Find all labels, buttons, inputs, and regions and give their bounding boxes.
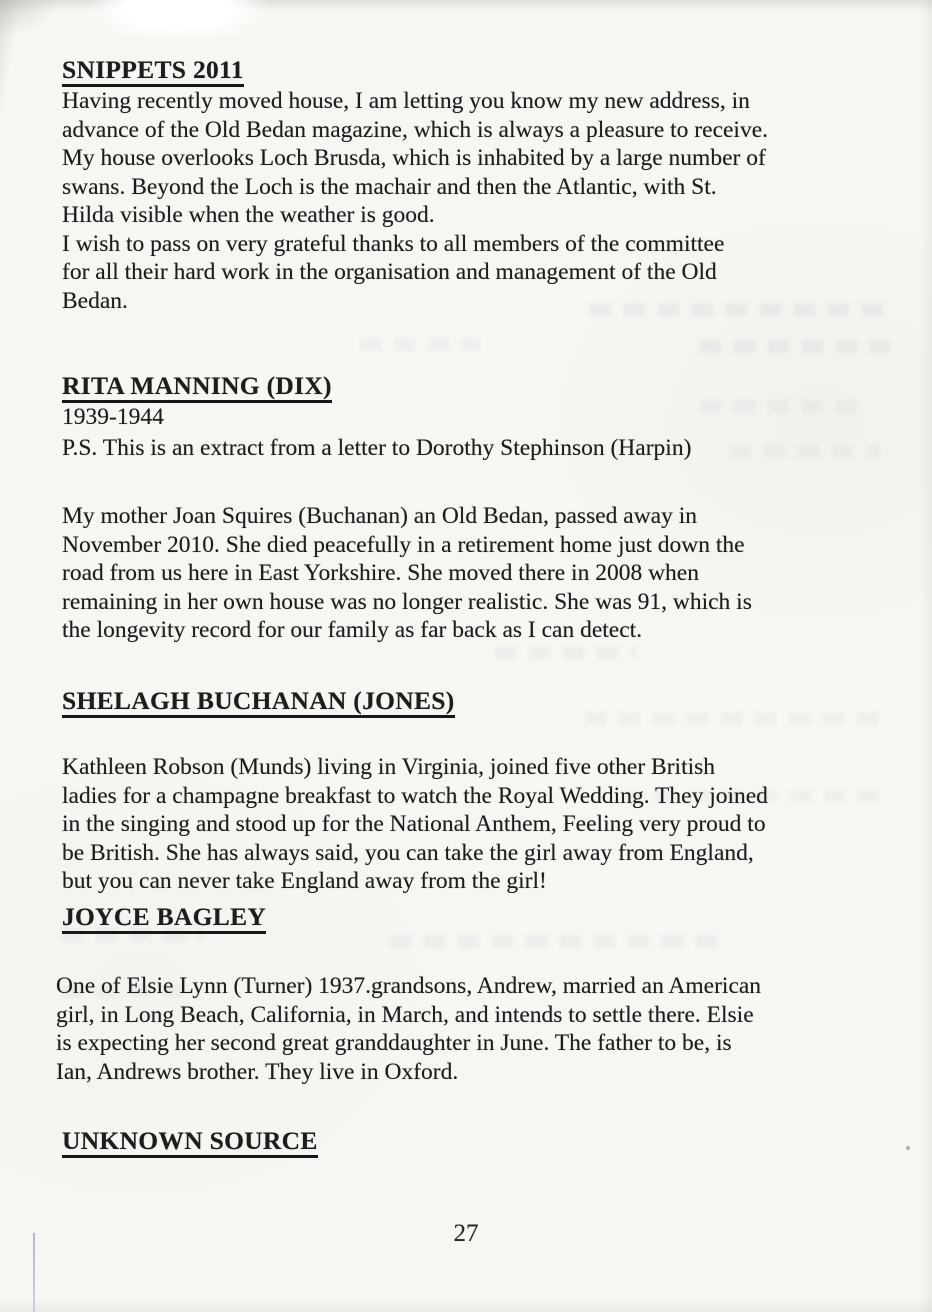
text-line: girl, in Long Beach, California, in March, and intends to settle there. Elsie [56, 1001, 754, 1028]
text-line: is expecting her second great granddaughter in June. The father to be, is [56, 1030, 732, 1056]
text-line: but you can never take England away from the girl! [62, 868, 547, 894]
section-heading-rita-manning [62, 372, 332, 403]
text-line: for all their hard work in the organisation and management of the Old [62, 259, 717, 285]
heading-text: JOYCE BAGLEY [62, 903, 266, 934]
text-line: My house overlooks Loch Brusda, which is inhabited by a large number of [62, 145, 766, 171]
text-line: P.S. This is an extract from a letter to Dorothy Stephinson (Harpin) [62, 434, 692, 461]
heading-text: SHELAGH BUCHANAN (JONES) [62, 687, 455, 718]
text-line: I wish to pass on very grateful thanks to all members of the committee [62, 230, 725, 257]
section-heading-snippets-2011 [62, 56, 244, 87]
text-line: My mother Joan Squires (Buchanan) an Old Bedan, passed away in [62, 503, 698, 529]
paragraph-snippets [62, 87, 768, 315]
bleedthrough-smudge [495, 646, 635, 659]
paragraph-joyce-bagley [56, 972, 761, 1086]
text-line: in the singing and stood up for the National Anthem, Feeling very proud to [62, 811, 766, 837]
text-line: November 2010. She died peacefully in a retirement home just down the [62, 531, 745, 558]
section-heading-unknown-source [62, 1127, 318, 1158]
text-line: road from us here in East Yorkshire. She moved there in 2008 when [62, 560, 699, 586]
bleedthrough-smudge [585, 712, 885, 725]
subheading-rita-manning [62, 403, 691, 462]
text-line: swans. Beyond the Loch is the machair and then the Atlantic, with St. [62, 173, 717, 200]
page-number: 27 [453, 1220, 479, 1247]
heading-text: RITA MANNING (DIX) [62, 372, 332, 403]
bleedthrough-smudge [360, 338, 480, 351]
corner-shadow-artifact [0, 0, 90, 52]
text-line: ladies for a champagne breakfast to watch the Royal Wedding. They joined [62, 782, 768, 809]
text-line: be British. She has always said, you can take the girl away from England, [62, 839, 754, 866]
heading-text: UNKNOWN SOURCE [62, 1127, 318, 1158]
text-line: Hilda visible when the weather is good. [62, 202, 435, 228]
speck-artifact [906, 1146, 910, 1150]
bleedthrough-smudge [730, 445, 880, 458]
heading-text: SNIPPETS 2011 [62, 56, 244, 87]
text-line: Kathleen Robson (Munds) living in Virginia, joined five other British [62, 754, 716, 780]
section-heading-shelagh-buchanan [62, 687, 455, 718]
bleedthrough-smudge [700, 340, 890, 353]
text-line: advance of the Old Bedan magazine, which is always a pleasure to receive. [62, 116, 769, 143]
text-line: Having recently moved house, I am letting you know my new address, in [62, 88, 750, 114]
bleedthrough-smudge [390, 935, 720, 948]
paragraph-rita-manning [62, 502, 752, 645]
text-line: Ian, Andrews brother. They live in Oxford. [56, 1058, 459, 1085]
text-line: Bedan. [62, 287, 128, 314]
bleedthrough-smudge [700, 400, 860, 413]
text-line: the longevity record for our family as far back as I can detect. [62, 617, 643, 643]
text-line: One of Elsie Lynn (Turner) 1937.grandsons, Andrew, married an American [56, 973, 762, 999]
text-line: remaining in her own house was no longer realistic. She was 91, which is [62, 588, 752, 615]
section-heading-joyce-bagley [62, 903, 266, 934]
paragraph-shelagh-buchanan [62, 753, 768, 896]
text-line: 1939-1944 [62, 404, 164, 430]
